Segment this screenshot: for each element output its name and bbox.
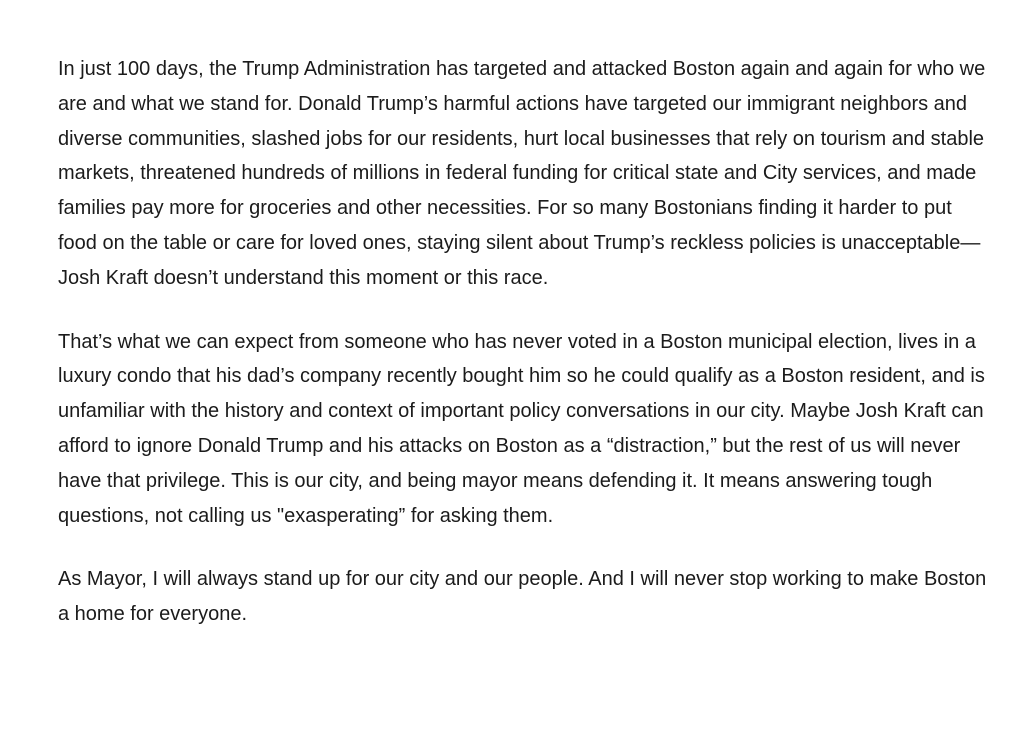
- article-body: [58, 52, 988, 632]
- paragraph-3: As Mayor, I will always stand up for our city and our people. And I will never stop working to make Boston a home for everyone.: [58, 568, 987, 626]
- paragraph-1: In just 100 days, the Trump Administration has targeted and attacked Boston again and again for who we are and what we stand for. Donald Trump’s harmful actions have targeted our immigrant neighbors and diverse communities, slashed jobs for our residents, hurt local businesses that rely on tourism and stable markets, threatened hundreds of millions in federal funding for critical state and City services, and made families pay more for groceries and other necessities. For so many Bostonians finding it harder to put food on the table or care for loved ones, staying silent about Trump’s reckless policies is unacceptable—Josh Kraft doesn’t understand this moment or this race.: [58, 58, 986, 289]
- paragraph-2: That’s what we can expect from someone who has never voted in a Boston municipal election, lives in a luxury condo that his dad’s company recently bought him so he could qualify as a Boston resident, and is unfamiliar with the history and context of important policy conversations in our city. Maybe Josh Kraft can afford to ignore Donald Trump and his attacks on Boston as a “distraction,” but the rest of us will never have that privilege. This is our city, and being mayor means defending it. It means answering tough questions, not calling us "exasperating” for asking them.: [58, 330, 985, 527]
